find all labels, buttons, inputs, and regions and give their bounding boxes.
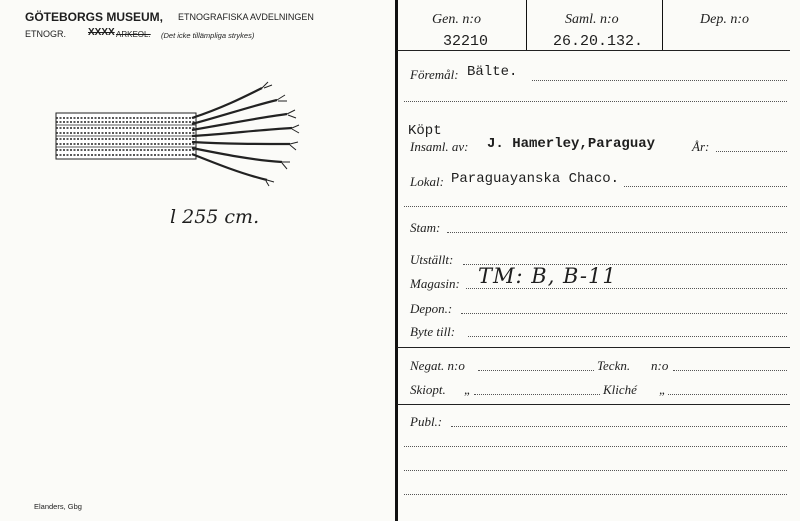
blank-line-1 xyxy=(404,101,787,102)
magasin-label: Magasin: xyxy=(410,276,460,291)
publ-line xyxy=(451,426,787,427)
publ-line-4 xyxy=(404,494,787,495)
skiopt-line xyxy=(474,394,600,395)
foremal-value: Bälte. xyxy=(467,64,518,80)
header-rule xyxy=(397,50,790,51)
insaml-value: J. Hamerley,Paraguay xyxy=(487,136,656,152)
printer-name: Elanders, Gbg xyxy=(34,502,82,511)
negat-label: Negat. n:o xyxy=(410,358,465,373)
stam-label: Stam: xyxy=(410,220,441,235)
dep-no-label: Dep. n:o xyxy=(700,12,749,27)
teckn-line xyxy=(673,370,787,371)
struck-code: XXXX xyxy=(88,27,115,38)
kopt-note: Köpt xyxy=(408,123,442,139)
publ-label: Publ.: xyxy=(410,414,443,429)
belt-drawing xyxy=(52,78,302,188)
utstallt-label: Utställt: xyxy=(410,252,454,267)
ar-label: År: xyxy=(692,139,710,154)
column-divider-2 xyxy=(662,0,663,50)
etnogr-label: ETNOGR. xyxy=(25,29,67,39)
department-name: ETNOGRAFISKA AVDELNINGEN xyxy=(178,12,314,22)
skiopt-label: Skiopt. xyxy=(410,382,446,397)
byte-line xyxy=(468,336,787,337)
lokal-label: Lokal: xyxy=(410,174,444,189)
blank-line-2 xyxy=(404,206,787,207)
foremal-label: Föremål: xyxy=(410,67,459,82)
skiopt-ditto: „ xyxy=(464,382,472,397)
stam-line xyxy=(447,232,787,233)
negat-line xyxy=(478,370,594,371)
gen-no-value: 32210 xyxy=(443,33,489,50)
strike-note: (Det icke tillämpliga strykes) xyxy=(161,31,255,40)
saml-no-value: 26.20.132. xyxy=(553,33,644,50)
section-rule-2 xyxy=(397,404,790,405)
column-divider-1 xyxy=(526,0,527,50)
magasin-value: TM: B, B-11 xyxy=(478,264,617,288)
museum-title: GÖTEBORGS MUSEUM, xyxy=(25,10,164,24)
section-rule xyxy=(397,347,790,348)
publ-line-3 xyxy=(404,470,787,471)
kliche-label: Kliché xyxy=(603,382,637,397)
arkeol-struck-label: ARKEOL. xyxy=(116,30,151,39)
depon-label: Depon.: xyxy=(410,301,453,316)
ar-line xyxy=(716,151,787,152)
byte-label: Byte till: xyxy=(410,324,456,339)
teckn-label: Teckn. xyxy=(597,358,631,373)
lokal-line xyxy=(624,186,787,187)
magasin-line xyxy=(466,288,787,289)
lokal-value: Paraguayanska Chaco. xyxy=(451,171,620,187)
foremal-line xyxy=(532,80,787,81)
kliche-ditto: „ xyxy=(659,382,667,397)
card-left-border xyxy=(395,0,398,521)
publ-line-2 xyxy=(404,446,787,447)
kliche-line xyxy=(668,394,787,395)
insaml-label: Insaml. av: xyxy=(410,139,469,154)
saml-no-label: Saml. n:o xyxy=(565,12,619,27)
teckn-no-label: n:o xyxy=(651,358,669,373)
measurement-note: l 255 cm. xyxy=(170,206,260,228)
depon-line xyxy=(461,313,787,314)
gen-no-label: Gen. n:o xyxy=(432,12,481,27)
